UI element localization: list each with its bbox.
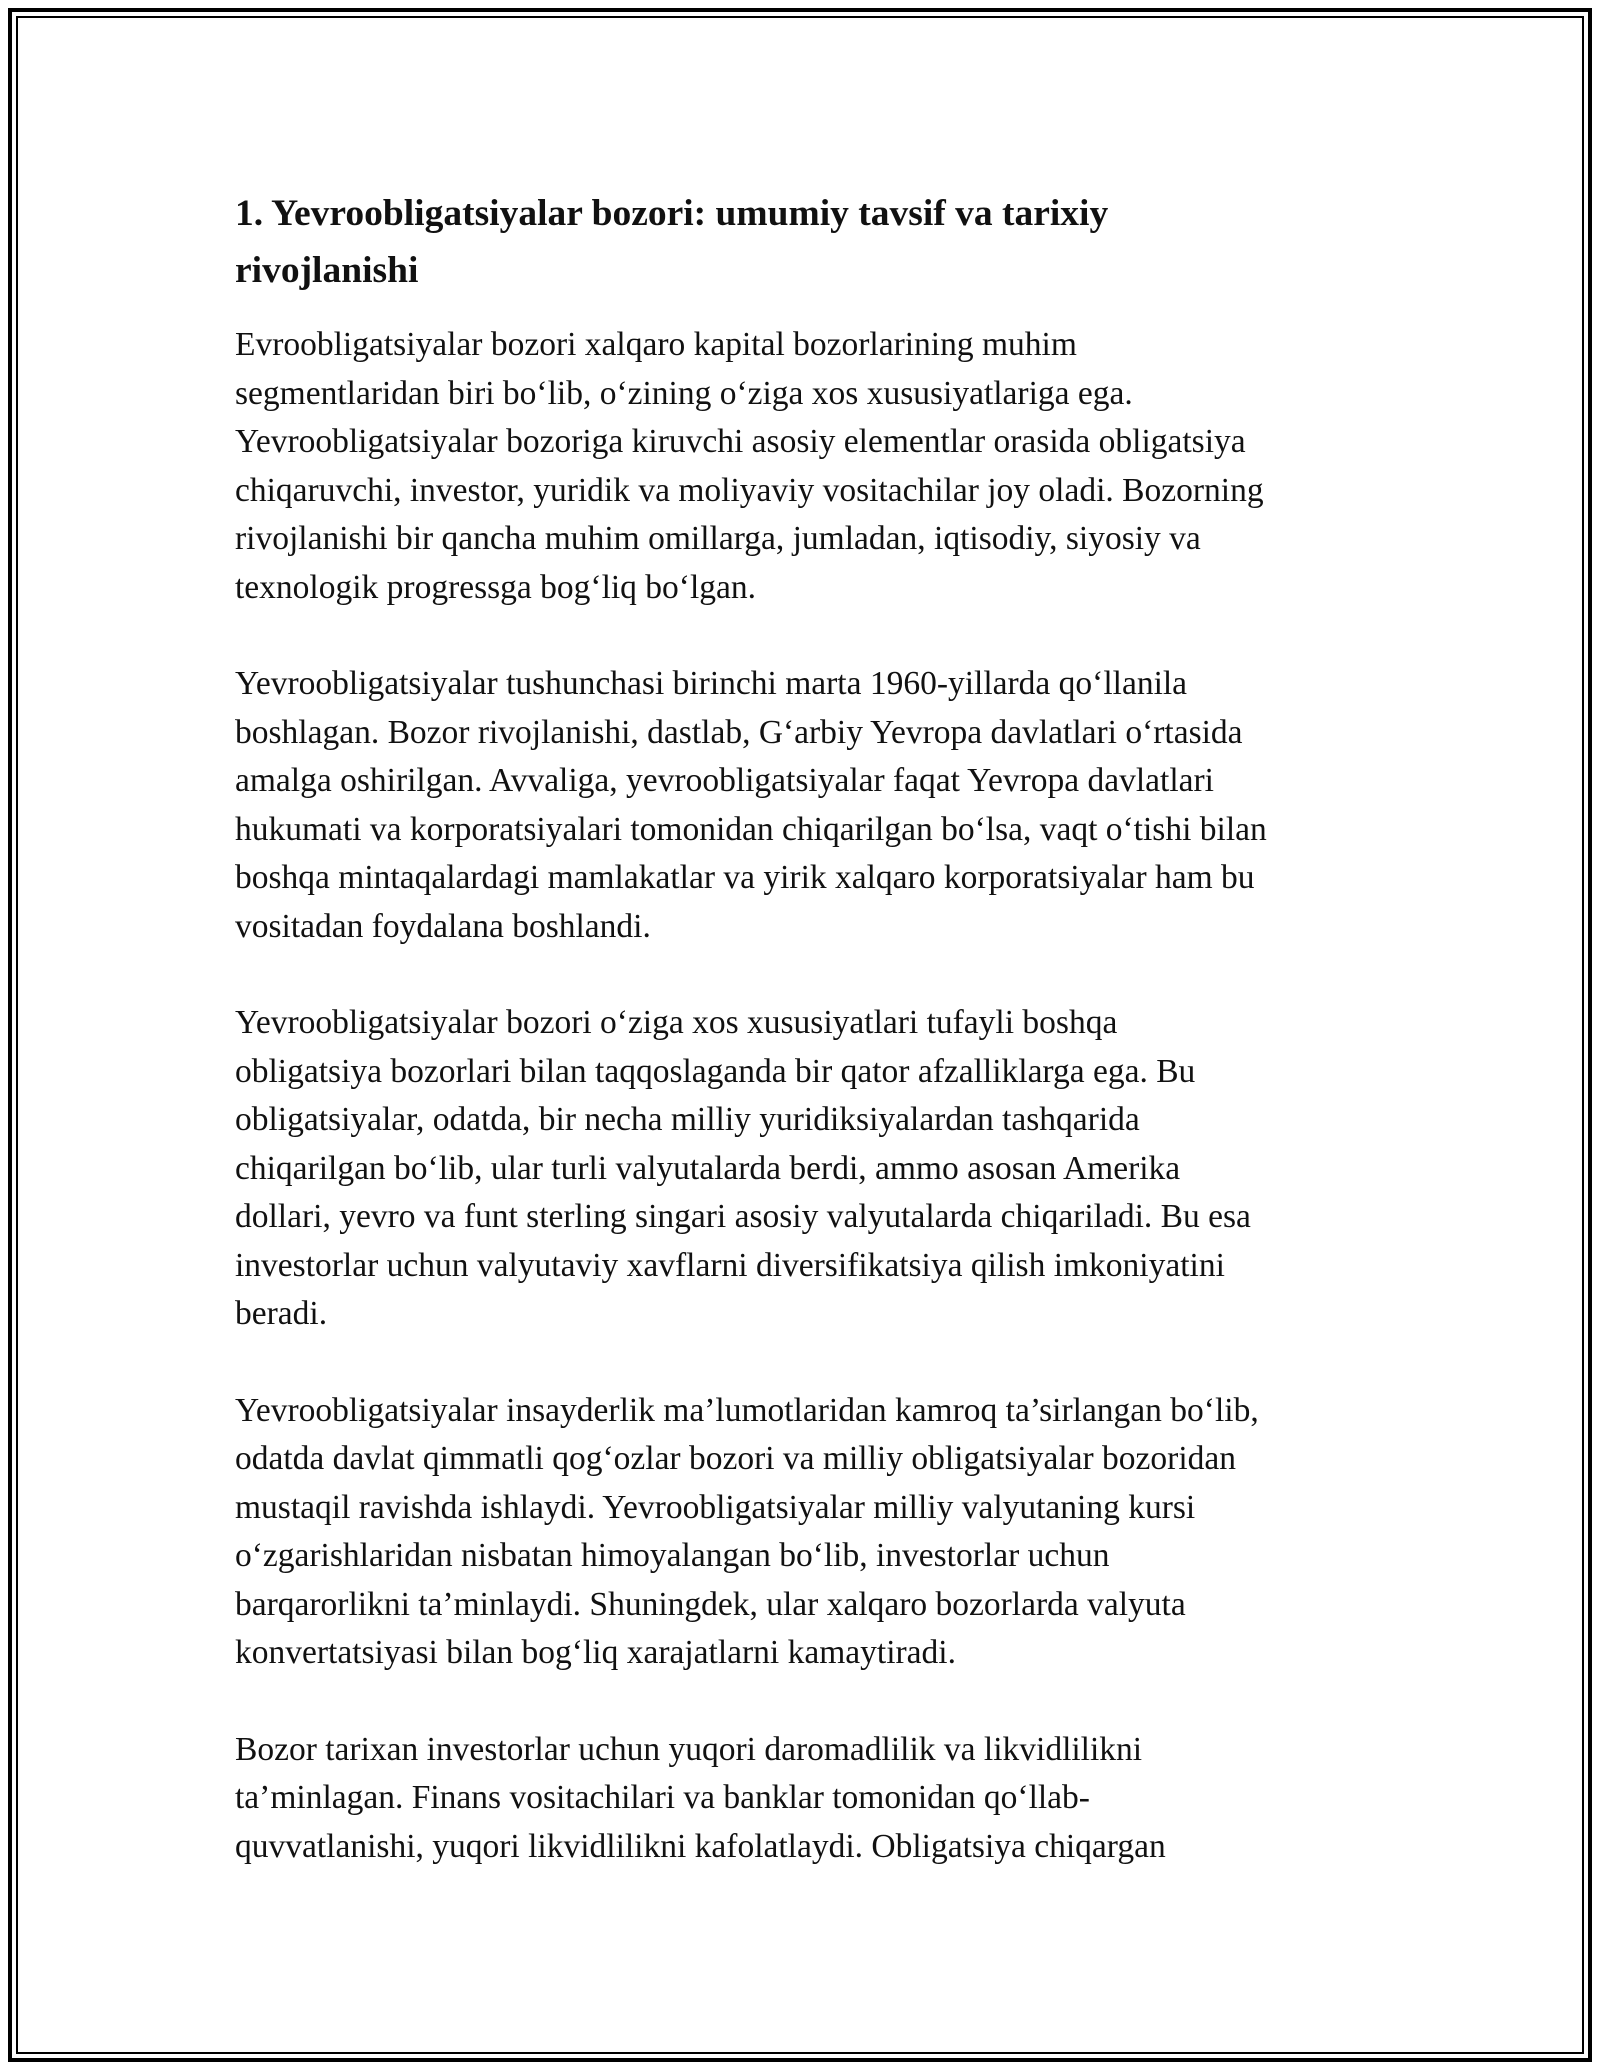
paragraph-line: obligatsiyalar, odatda, bir necha milliy yuridiksiyalardan tashqarida — [235, 1101, 1140, 1138]
paragraph-line: Yevroobligatsiyalar bozoriga kiruvchi asosiy elementlar orasida obligatsiya — [235, 423, 1246, 460]
paragraph-line: texnologik progressga bog‘liq bo‘lgan. — [235, 568, 757, 606]
paragraph-line: Yevroobligatsiyalar insayderlik ma’lumotlaridan kamroq ta’sirlangan bo‘lib, — [235, 1391, 1259, 1429]
paragraph-line: quvvatlanishi, yuqori likvidlilikni kafolatlaydi. Obligatsiya chiqargan — [235, 1827, 1166, 1865]
paragraph — [235, 1387, 1405, 1678]
paragraph-line: Yevroobligatsiyalar bozori o‘ziga xos xususiyatlari tufayli boshqa — [235, 1004, 1118, 1041]
paragraph-line: beradi. — [235, 1295, 328, 1332]
paragraph-line: dollari, yevro va funt sterling singari asosiy valyutalarda chiqariladi. Bu esa — [235, 1198, 1251, 1235]
paragraph-line: hukumati va korporatsiyalari tomonidan chiqarilgan bo‘lsa, vaqt o‘tishi bilan — [235, 810, 1267, 848]
paragraph — [235, 660, 1405, 951]
paragraph-line: obligatsiya bozorlari bilan taqqoslaganda bir qator afzalliklarga ega. Bu — [235, 1052, 1196, 1090]
heading-line: 1. Yevroobligatsiyalar bozori: umumiy tavsif va tarixiy — [235, 193, 1109, 234]
paragraph-line: vositadan foydalana boshlandi. — [235, 907, 651, 945]
paragraph-line: mustaqil ravishda ishlaydi. Yevroobligatsiyalar milliy valyutaning kursi — [235, 1488, 1196, 1526]
paragraph — [235, 999, 1405, 1339]
paragraph-line: boshlagan. Bozor rivojlanishi, dastlab, G‘arbiy Yevropa davlatlari o‘rtasida — [235, 713, 1243, 751]
paragraph-line: Bozor tarixan investorlar uchun yuqori daromadlilik va likvidlilikni — [235, 1730, 1143, 1768]
paragraph-line: chiqarilgan bo‘lib, ular turli valyutalarda berdi, ammo asosan Amerika — [235, 1149, 1181, 1187]
paragraph-line: konvertatsiyasi bilan bog‘liq xarajatlarni kamaytiradi. — [235, 1634, 956, 1671]
section-heading — [235, 185, 1405, 299]
paragraph-line: segmentlaridan biri bo‘lib, o‘zining o‘ziga xos xususiyatlariga ega. — [235, 374, 1133, 412]
paragraph-line: o‘zgarishlaridan nisbatan himoyalangan bo‘lib, investorlar uchun — [235, 1537, 1110, 1574]
paragraph-line: amalga oshirilgan. Avvaliga, yevroobligatsiyalar faqat Yevropa davlatlari — [235, 762, 1214, 799]
paragraph-line: barqarorlikni ta’minlaydi. Shuningdek, ular xalqaro bozorlarda valyuta — [235, 1585, 1186, 1623]
paragraph — [235, 1726, 1405, 1872]
paragraph-line: ta’minlagan. Finans vositachilari va banklar tomonidan qo‘llab- — [235, 1779, 1090, 1816]
paragraph — [235, 321, 1405, 612]
heading-line: rivojlanishi — [235, 250, 419, 291]
paragraph-line: chiqaruvchi, investor, yuridik va moliyaviy vositachilar joy oladi. Bozorning — [235, 471, 1264, 509]
paragraph-line: odatda davlat qimmatli qog‘ozlar bozori va milliy obligatsiyalar bozoridan — [235, 1440, 1236, 1477]
paragraph-line: boshqa mintaqalardagi mamlakatlar va yirik xalqaro korporatsiyalar ham bu — [235, 859, 1255, 896]
paragraph-line: Yevroobligatsiyalar tushunchasi birinchi marta 1960-yillarda qo‘llanila — [235, 665, 1188, 702]
paragraph-list — [235, 321, 1405, 1871]
paragraph-line: rivojlanishi bir qancha muhim omillarga, jumladan, iqtisodiy, siyosiy va — [235, 520, 1201, 557]
document-body — [235, 185, 1405, 1919]
paragraph-line: investorlar uchun valyutaviy xavflarni diversifikatsiya qilish imkoniyatini — [235, 1246, 1225, 1284]
paragraph-line: Evroobligatsiyalar bozori xalqaro kapital bozorlarining muhim — [235, 326, 1077, 363]
